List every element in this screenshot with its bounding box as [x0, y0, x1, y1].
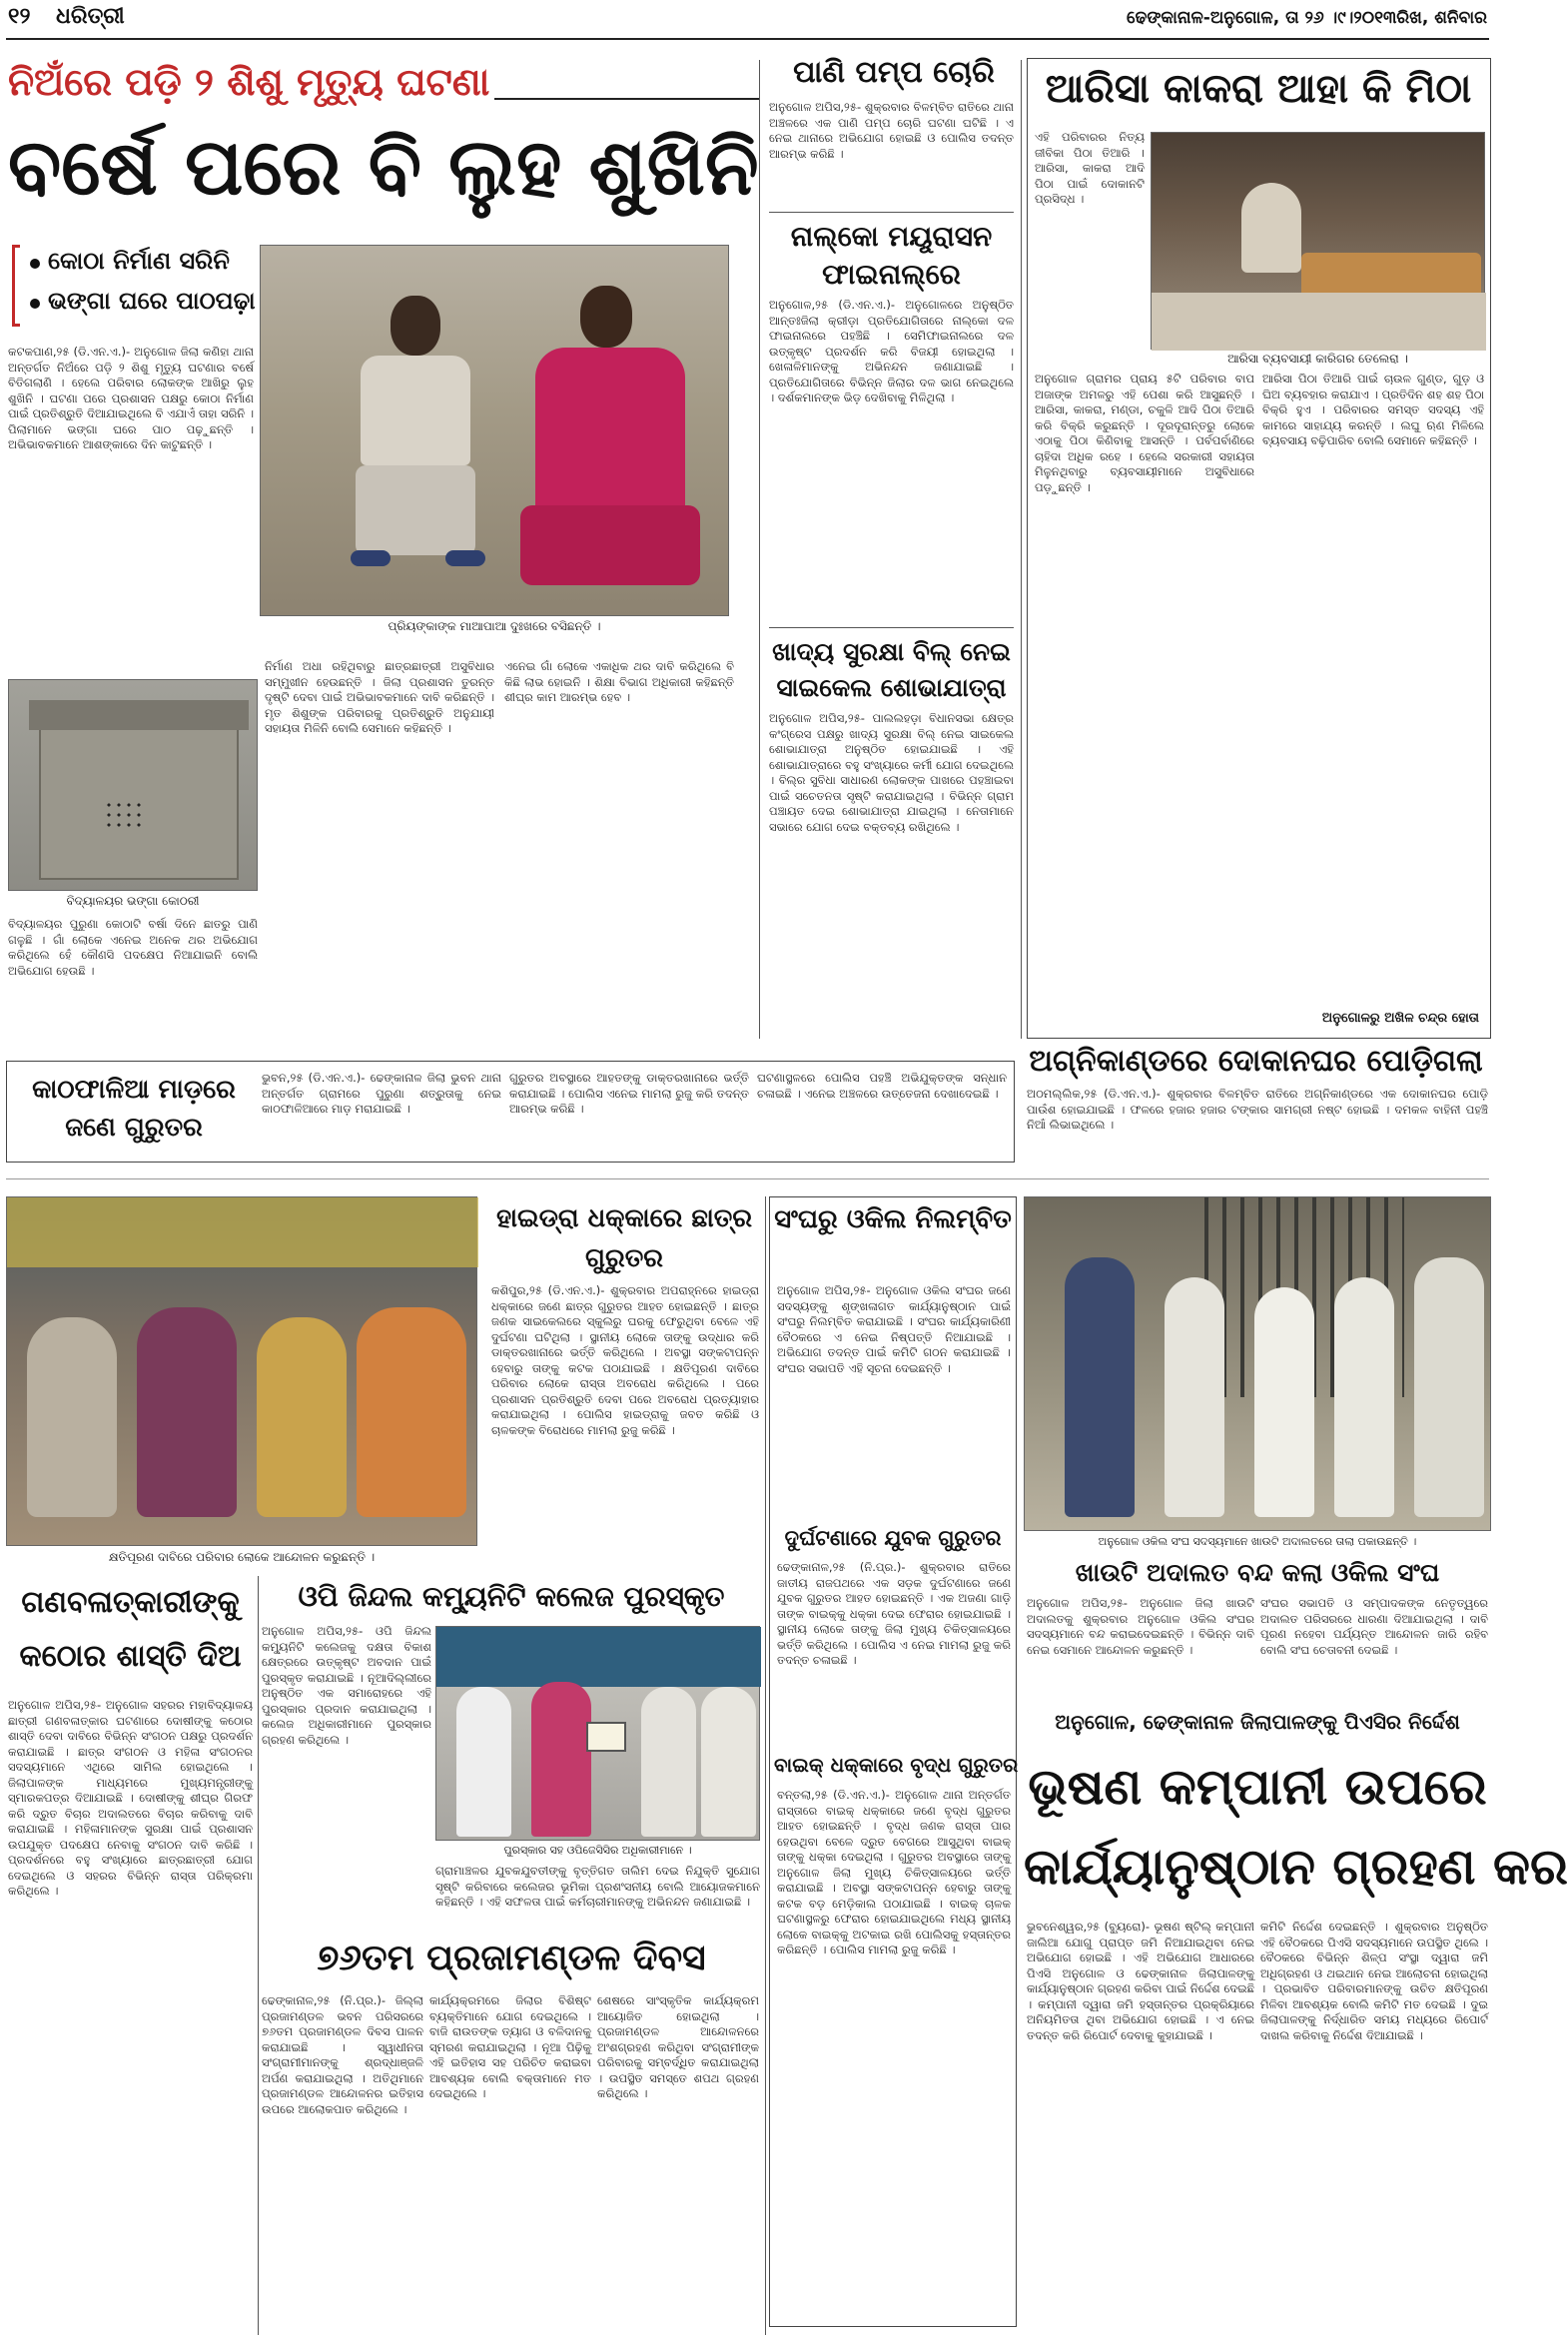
edition-date: ଢେଙ୍କାନାଳ-ଅନୁଗୋଳ, ତା ୨୬ ।୯।୨୦୧୩ରିଖ, ଶନିବାର [1127, 8, 1487, 28]
lead-kicker: ନିଅଁରେ ପଡ଼ି ୨ ଶିଶୁ ମୃତ୍ୟୁ ଘଟଣା [8, 60, 490, 104]
bike-headline: ବାଇକ୍ ଧକ୍କାରେ ବୃଦ୍ଧ ଗୁରୁତର [774, 1753, 1019, 1777]
col-rule-3 [765, 1196, 766, 2335]
durghatana-body: ଢେଙ୍କାନାଳ,୨୫ (ନି.ପ୍ର.)- ଶୁକ୍ରବାର ରାତିରେ ଜାତୀୟ ରାଜପଥରେ ଏକ ସଡ଼କ ଦୁର୍ଘଟଣାରେ ଜଣେ ଯୁବକ ଗୁରୁତର ଆହତ ହୋଇଛନ୍ତି । ଏକ ଅଜଣା ଗାଡ଼ି ତାଙ୍କ ବାଇକ୍‌କୁ ଧକ୍କା ଦେଇ ଫେରାର ହୋଇଯାଇଛି । ସ୍ଥାନୀୟ ଲୋକେ ତାଙ୍କୁ ଜିଲା ମୁଖ୍ୟ ଚିକିତ୍ସାଳୟରେ ଭର୍ତ୍ତି କରିଥିଲେ । ପୋଲିସ ଏ ନେଇ ମାମଲା ରୁଜୁ କରି ତଦନ୍ତ ଚଳାଇଛି । [777, 1560, 1011, 1667]
masthead-rule [6, 38, 1489, 40]
lead-bullet-box [12, 245, 256, 327]
school-photo [8, 679, 258, 891]
bullet-dot-1 [30, 259, 40, 269]
arisa-photo [1151, 132, 1485, 350]
bhushan-headline-1: ଭୂଷଣ କମ୍ପାନୀ ଉପରେ [1028, 1758, 1487, 1816]
school-roof [29, 700, 249, 730]
kathphali-body-b: ଗୁରୁତର ଅବସ୍ଥାରେ ଆହତଙ୍କୁ ଡାକ୍ତରଖାନାରେ ଭର୍ତ୍ତି କରାଯାଇଛି । ପୋଲିସ ଏନେଇ ମାମଲା ରୁଜୁ କରି ତଦନ୍ତ ଆରମ୍ଭ କରିଛି । [509, 1071, 749, 1116]
banner [436, 1627, 761, 1687]
pani-body: ଅନୁଗୋଳ ଅପିସ,୨୫- ଶୁକ୍ରବାର ବିଳମ୍ବିତ ରାତିରେ ଥାନା ଅଞ୍ଚଳରେ ଏକ ପାଣି ପମ୍ପ ଚୋରି ଘଟଣା ଘଟିଛି । ଏ ନେଇ ଥାନାରେ ଅଭିଯୋଗ ହୋଇଛି ଓ ପୋଲିସ ତଦନ୍ତ ଆରମ୍ଭ କରିଛି । [769, 100, 1014, 161]
bhushan-kicker: ଅନୁଗୋଳ, ଢେଙ୍କାନାଳ ଜିଲାପାଳଙ୍କୁ ପିଏସିର ନିର୍ଦ୍ଦେଶ [1055, 1710, 1460, 1734]
lawyer-5 [1414, 1257, 1484, 1517]
kicker-underline [494, 98, 759, 100]
hydra-headline: ହାଇଡ୍ରା ଧକ୍କାରେ ଛାତ୍ର ଗୁରୁତର [495, 1203, 753, 1273]
award-plaque [586, 1722, 626, 1752]
prajamandal-body-a: ଢେଙ୍କାନାଳ,୨୫ (ନି.ପ୍ର.)- ଜିଲ୍ଲା ପ୍ରଜାମଣ୍ଡଳ ଭବନ ପରିସରରେ ୭୬ତମ ପ୍ରଜାମଣ୍ଡଳ ଦିବସ ପାଳନ କରାଯାଇଛି । ସ୍ୱାଧୀନତା ସଂଗ୍ରାମୀମାନଙ୍କୁ ଶ୍ରଦ୍ଧାଞ୍ଜଳି ଅର୍ପଣ କରାଯାଇଥିଲା । ଅତିଥିମାନେ ପ୍ରଜାମଣ୍ଡଳ ଆନ୍ଦୋଳନର ଇତିହାସ ଉପରେ ଆଲୋକପାତ କରିଥିଲେ । [262, 1993, 423, 2116]
fire-headline: ଅଗ୍ନିକାଣ୍ଡରେ ଦୋକାନଘର ପୋଡ଼ିଗଲା [1029, 1044, 1483, 1079]
page-number: ୧୨ [8, 4, 31, 29]
lead-body-c: ନିର୍ମାଣ ଅଧା ରହିଥିବାରୁ ଛାତ୍ରଛାତ୍ରୀ ଅସୁବିଧାର ସମ୍ମୁଖୀନ ହେଉଛନ୍ତି । ଜିଲା ପ୍ରଶାସନ ତୁରନ୍ତ ଦୃଷ୍ଟି ଦେବା ପାଇଁ ଅଭିଭାବକମାନେ ଦାବି କରିଛନ୍ତି । ମୃତ ଶିଶୁଙ୍କ ପରିବାରକୁ ପ୍ରତିଶ୍ରୁତି ଅନୁଯାୟୀ ସହାୟତା ମିଳିନି ବୋଲି ସେମାନେ କହିଛନ୍ତି । [265, 659, 494, 735]
shop-counter [1152, 293, 1486, 351]
ganabalatkar-body: ଅନୁଗୋଳ ଅପିସ,୨୫- ଅନୁଗୋଳ ସହରର ମହାବିଦ୍ୟାଳୟ ଛାତ୍ରୀ ଗଣବଳାତ୍କାର ଘଟଣାରେ ଦୋଷୀଙ୍କୁ କଠୋର ଶାସ୍ତି ଦେବା ଦାବିରେ ବିଭିନ୍ନ ସଂଗଠନ ପକ୍ଷରୁ ପ୍ରଦର୍ଶନ କରାଯାଇଛି । ଛାତ୍ର ସଂଗଠନ ଓ ମହିଳା ସଂଗଠନର ସଦସ୍ୟମାନେ ଏଥିରେ ସାମିଲ ହୋଇଥିଲେ । ଜିଲାପାଳଙ୍କ ମାଧ୍ୟମରେ ମୁଖ୍ୟମନ୍ତ୍ରୀଙ୍କୁ ସ୍ମାରକପତ୍ର ଦିଆଯାଇଛି । ଦୋଷୀଙ୍କୁ ଶୀଘ୍ର ଗିରଫ କରି ଦ୍ରୁତ ବିଚାର ଅଦାଲତରେ ବିଚାର କରିବାକୁ ଦାବି କରାଯାଇଛି । ମହିଳାମାନଙ୍କ ସୁରକ୍ଷା ପାଇଁ ପ୍ରଶାସନ ଉପଯୁକ୍ତ ପଦକ୍ଷେପ ନେବାକୁ ସଂଗଠନ ଦାବି କରିଛି । ପ୍ରଦର୍ଶନରେ ବହୁ ସଂଖ୍ୟାରେ ଛାତ୍ରଛାତ୍ରୀ ଯୋଗ ଦେଇଥିଲେ ଓ ସହରର ବିଭିନ୍ନ ରାସ୍ତା ପରିକ୍ରମା କରିଥିଲେ । [8, 1698, 253, 1898]
parents-photo-caption: ପ୍ରିୟଙ୍କାଙ୍କ ମାଆପାଆ ଦୁଃଖରେ ବସିଛନ୍ତି । [388, 619, 601, 633]
vehicle [7, 1197, 478, 1267]
arisa-headline: ଆରିସା କାକରା ଆହା କି ମିଠା [1045, 66, 1472, 112]
sangha-body: ଅନୁଗୋଳ ଅପିସ,୨୫- ଅନୁଗୋଳ ଓକିଲ ସଂଘର ଜଣେ ସଦସ୍ୟଙ୍କୁ ଶୃଙ୍ଖଳାଗତ କାର୍ଯ୍ୟାନୁଷ୍ଠାନ ପାଇଁ ସଂଘରୁ ନିଲମ୍ବିତ କରାଯାଇଛି । ସଂଘର କାର୍ଯ୍ୟକାରିଣୀ ବୈଠକରେ ଏ ନେଇ ନିଷ୍ପତ୍ତି ନିଆଯାଇଛି । ଅଭିଯୋଗ ତଦନ୍ତ ପାଇଁ କମିଟି ଗଠନ କରାଯାଇଛି । ସଂଘର ସଭାପତି ଏହି ସୂଚନା ଦେଇଛନ୍ତି । [777, 1283, 1011, 1375]
khadya-headline: ଖାଦ୍ୟ ସୁରକ୍ଷା ବିଲ୍ ନେଇ ସାଇକେଲ ଶୋଭାଯାତ୍ରା [772, 637, 1011, 702]
jindal-caption: ପୁରସ୍କାର ସହ ଓପିଜେସିସିର ଅଧିକାରୀମାନେ । [503, 1844, 692, 1857]
bhushan-body-a: ଭୁବନେଶ୍ୱର,୨୫ (ବ୍ୟୁରୋ)- ଭୂଷଣ ଷ୍ଟିଲ୍ କମ୍ପାନୀ ଜାଲିଆ ଯୋଗୁ ପ୍ରାପ୍ତ ଜମି ନିଆଯାଇଥିବା ନେଇ ଅଭିଯୋଗ ହୋଇଛି । ଏହି ଅଭିଯୋଗ ଆଧାରରେ ପିଏସି ଅନୁଗୋଳ ଓ ଢେଙ୍କାନାଳ ଜିଲାପାଳଙ୍କୁ କାର୍ଯ୍ୟାନୁଷ୍ଠାନ ଗ୍ରହଣ କରିବା ପାଇଁ ନିର୍ଦ୍ଦେଶ ଦେଇଛି । କମ୍ପାନୀ ଦ୍ୱାରା ଜମି ହସ୍ତାନ୍ତର ପ୍ରକ୍ରିୟାରେ ଅନିୟମିତତା ଥିବା ଅଭିଯୋଗ ହୋଇଛି । ଏ ନେଇ ତଦନ୍ତ କରି ରିପୋର୍ଟ ଦେବାକୁ କୁହାଯାଇଛି । [1027, 1920, 1254, 2042]
prajamandal-body-c: ଶେଷରେ ସାଂସ୍କୃତିକ କାର୍ଯ୍ୟକ୍ରମ ଆୟୋଜିତ ହୋଇଥିଲା । ପ୍ରଜାମଣ୍ଡଳ ଆନ୍ଦୋଳନରେ ଅଂଶଗ୍ରହଣ କରିଥିବା ସଂଗ୍ରାମୀଙ୍କ ପରିବାରକୁ ସମ୍ବର୍ଦ୍ଧିତ କରାଯାଇଥିଲା । ଉପସ୍ଥିତ ସମସ୍ତେ ଶପଥ ଗ୍ରହଣ କରିଥିଲେ । [597, 1993, 759, 2100]
jindal-body-a: ଅନୁଗୋଳ ଅପିସ,୨୫- ଓପି ଜିନ୍ଦଲ କମ୍ୟୁନିଟି କଲେଜକୁ ଦକ୍ଷତା ବିକାଶ କ୍ଷେତ୍ରରେ ଉତ୍କୃଷ୍ଟ ଅବଦାନ ପାଇଁ ପୁରସ୍କୃତ କରାଯାଇଛି । ନୂଆଦିଲ୍ଲୀରେ ଅନୁଷ୍ଠିତ ଏକ ସମାରୋହରେ ଏହି ପୁରସ୍କାର ପ୍ରଦାନ କରାଯାଇଥିଲା । କଲେଜ ଅଧିକାରୀମାନେ ପୁରସ୍କାର ଗ୍ରହଣ କରିଥିଲେ । [262, 1624, 431, 1747]
protester-2 [137, 1307, 237, 1517]
jindal-photo [435, 1626, 760, 1841]
protester-1 [27, 1317, 117, 1517]
col-rule-2 [1021, 60, 1022, 1039]
kathphali-body-c: ଘଟଣାସ୍ଥଳରେ ପୋଲିସ ପହଞ୍ଚି ଅଭିଯୁକ୍ତଙ୍କ ସନ୍ଧାନ ଚଳାଇଛି । ଏନେଇ ଅଞ୍ଚଳରେ ଉତ୍ତେଜନା ଦେଖାଦେଇଛି । [757, 1071, 1007, 1101]
protester-4 [357, 1307, 466, 1517]
award-person-4 [701, 1687, 756, 1837]
jindal-headline: ଓପି ଜିନ୍ଦଲ କମ୍ୟୁନିଟି କଲେଜ ପୁରସ୍କୃତ [298, 1580, 725, 1613]
fire-body: ଅଠମଲ୍ଲିକ,୨୫ (ଡି.ଏନ.ଏ.)- ଶୁକ୍ରବାର ବିଳମ୍ବିତ ରାତିରେ ଅଗ୍ନିକାଣ୍ଡରେ ଏକ ଦୋକାନଘର ପୋଡ଼ି ପାଉଁଶ ହୋଇଯାଇଛି । ଫଳରେ ହଜାର ହଜାର ଟଙ୍କାର ସାମଗ୍ରୀ ନଷ୍ଟ ହୋଇଛି । ଦମକଳ ବାହିନୀ ପହଞ୍ଚି ନିଆଁ ଲିଭାଇଥିଲେ । [1027, 1087, 1488, 1132]
bracket-left [12, 245, 20, 327]
kathphali-headline: କାଠଫାଳିଆ ମାଡ଼ରେ ଜଣେ ଗୁରୁତର [32, 1075, 236, 1143]
school-photo-caption: ବିଦ୍ୟାଳୟର ଭଙ୍ଗା କୋଠରୀ [66, 894, 200, 908]
lawyer-3 [1254, 1287, 1314, 1517]
protest-photo [6, 1196, 477, 1546]
rule-pani [769, 212, 1014, 213]
woman-figure [520, 286, 700, 605]
lead-bullet-2: ଭଙ୍ଗା ଘରେ ପାଠପଢ଼ା [48, 287, 256, 315]
kathphali-body-a: ଭୁବନ,୨୫ (ଡି.ଏନ.ଏ.)- ଢେଙ୍କାନାଳ ଜିଲା ଭୁବନ ଥାନା ଅନ୍ତର୍ଗତ ଗ୍ରାମରେ ପୁରୁଣା ଶତ୍ରୁତାକୁ ନେଇ କାଠଫାଳିଆରେ ମାଡ଼ ମରାଯାଇଛି । [262, 1071, 501, 1116]
bike-body: ବନ୍ତଲା,୨୫ (ଡି.ଏନ.ଏ.)- ଅନୁଗୋଳ ଥାନା ଅନ୍ତର୍ଗତ ରାସ୍ତାରେ ବାଇକ୍ ଧକ୍କାରେ ଜଣେ ବୃଦ୍ଧ ଗୁରୁତର ଆହତ ହୋଇଛନ୍ତି । ବୃଦ୍ଧ ଜଣକ ରାସ୍ତା ପାର ହେଉଥିବା ବେଳେ ଦ୍ରୁତ ବେଗରେ ଆସୁଥିବା ବାଇକ୍ ତାଙ୍କୁ ଧକ୍କା ଦେଇଥିଲା । ଗୁରୁତର ଅବସ୍ଥାରେ ତାଙ୍କୁ ଅନୁଗୋଳ ଜିଲା ମୁଖ୍ୟ ଚିକିତ୍ସାଳୟରେ ଭର୍ତ୍ତି କରାଯାଇଛି । ଅବସ୍ଥା ସଙ୍କଟାପନ୍ନ ହେବାରୁ ତାଙ୍କୁ କଟକ ବଡ଼ ମେଡ଼ିକାଲ ପଠାଯାଇଛି । ବାଇକ୍ ଚାଳକ ଘଟଣାସ୍ଥଳରୁ ଫେରାର ହୋଇଯାଇଥିଲେ ମଧ୍ୟ ସ୍ଥାନୀୟ ଲୋକେ ବାଇକ୍‌କୁ ଅଟକାଇ ରଖି ପୋଲିସକୁ ହସ୍ତାନ୍ତର କରିଛନ୍ତି । ପୋଲିସ ମାମଲା ରୁଜୁ କରିଛି । [777, 1788, 1011, 1956]
award-person-1 [456, 1687, 511, 1837]
rule-nalco [769, 627, 1014, 628]
arisa-caption: ଆରିସା ବ୍ୟବସାୟୀ କାରିଗର ତେଲେରା । [1227, 352, 1408, 366]
arisa-intro: ଏହି ପରିବାରର ନିତ୍ୟ ଜୀବିକା ପିଠା ତିଆରି । ଆରିସା, କାକରା ଆଦି ପିଠା ପାଇଁ ଦୋକାନଟି ପ୍ରସିଦ୍ଧ । [1035, 130, 1145, 206]
parents-photo [260, 245, 729, 616]
lead-headline: ବର୍ଷେ ପରେ ବି ଲୁହ ଶୁଖିନି [8, 123, 759, 213]
arisa-byline: ଅନୁଗୋଳରୁ ଅଖିଳ ଚନ୍ଦ୍ର ହୋତା [1321, 1011, 1479, 1026]
bullet-dot-2 [30, 299, 40, 309]
bhushan-body-b: କମିଟି ନିର୍ଦ୍ଦେଶ ଦେଇଛନ୍ତି । ଶୁକ୍ରବାର ଅନୁଷ୍ଠିତ ଏହି ବୈଠକରେ ପିଏସି ସଦସ୍ୟମାନେ ଉପସ୍ଥିତ ଥିଲେ । ବୈଠକରେ ବିଭିନ୍ନ ଶିଳ୍ପ ସଂସ୍ଥା ଦ୍ୱାରା ଜମି ଅଧିଗ୍ରହଣ ଓ ଥଇଥାନ ନେଇ ଆଲୋଚନା ହୋଇଥିଲା । ପ୍ରଭାବିତ ପରିବାରମାନଙ୍କୁ ଉଚିତ କ୍ଷତିପୂରଣ ମିଳିବା ଆବଶ୍ୟକ ବୋଲି କମିଟି ମତ ଦେଇଛି । ଦୁଇ ଜିଲାପାଳଙ୍କୁ ନିର୍ଦ୍ଧାରିତ ସମୟ ମଧ୍ୟରେ ରିପୋର୍ଟ ଦାଖଲ କରିବାକୁ ନିର୍ଦ୍ଦେଶ ଦିଆଯାଇଛି । [1260, 1920, 1488, 2042]
pani-headline: ପାଣି ପମ୍ପ ଚୋରି [793, 55, 995, 90]
lawyers-body-a: ଅନୁଗୋଳ ଅପିସ,୨୫- ଅନୁଗୋଳ ଜିଲା ଖାଉଟି ଅଦାଲତକୁ ଶୁକ୍ରବାର ଅନୁଗୋଳ ଓକିଲ ସଂଘର ସଦସ୍ୟମାନେ ବନ୍ଦ କରାଇଦେଇଛନ୍ତି । ବିଭିନ୍ନ ଦାବି ନେଇ ସେମାନେ ଆନ୍ଦୋଳନ କରୁଛନ୍ତି । [1027, 1596, 1254, 1657]
hydra-body: କଶିପୁର,୨୫ (ଡି.ଏନ.ଏ.)- ଶୁକ୍ରବାର ଅପରାହ୍ନରେ ହାଇଡ୍ରା ଧକ୍କାରେ ଜଣେ ଛାତ୍ର ଗୁରୁତର ଆହତ ହୋଇଛନ୍ତି । ଛାତ୍ର ଜଣକ ସାଇକେଲରେ ସ୍କୁଲରୁ ଘରକୁ ଫେରୁଥିବା ବେଳେ ଏହି ଦୁର୍ଘଟଣା ଘଟିଥିଲା । ସ୍ଥାନୀୟ ଲୋକେ ତାଙ୍କୁ ଉଦ୍ଧାର କରି ଡାକ୍ତରଖାନାରେ ଭର୍ତ୍ତି କରିଥିଲେ । ଅବସ୍ଥା ସଙ୍କଟାପନ୍ନ ହେବାରୁ ତାଙ୍କୁ କଟକ ପଠାଯାଇଛି । କ୍ଷତିପୂରଣ ଦାବିରେ ପରିବାର ଲୋକେ ରାସ୍ତା ଅବରୋଧ କରିଥିଲେ । ପରେ ପ୍ରଶାସନ ପ୍ରତିଶ୍ରୁତି ଦେବା ପରେ ଅବରୋଧ ପ୍ରତ୍ୟାହାର କରାଯାଇଥିଲା । ପୋଲିସ ହାଇଡ୍ରାକୁ ଜବତ କରିଛି ଓ ଚାଳକଙ୍କ ବିରୋଧରେ ମାମଲା ରୁଜୁ କରିଛି । [491, 1283, 759, 1437]
lawyers-photo [1024, 1196, 1491, 1531]
bhushan-headline-2: କାର୍ଯ୍ୟାନୁଷ୍ଠାନ ଗ୍ରହଣ କର [1024, 1838, 1568, 1896]
wall-holes [104, 800, 144, 830]
prajamandal-body-b: କାର୍ଯ୍ୟକ୍ରମରେ ଜିଲାର ବିଶିଷ୍ଟ ବ୍ୟକ୍ତିମାନେ ଯୋଗ ଦେଇଥିଲେ । ବାଜି ରାଉତଙ୍କ ତ୍ୟାଗ ଓ ବଳିଦାନକୁ ସ୍ମରଣ କରାଯାଇଥିଲା । ନୂଆ ପିଢ଼ିକୁ ଏହି ଇତିହାସ ସହ ପରିଚିତ କରାଇବା ଆବଶ୍ୟକ ବୋଲି ବକ୍ତାମାନେ ମତ ଦେଇଥିଲେ । [429, 1993, 591, 2100]
nalco-headline-1: ନାଲ୍‌କୋ ମୟୂରାସନ ଫାଇନାଲ୍‌ରେ [790, 220, 993, 291]
lead-body-b: ବିଦ୍ୟାଳୟର ପୁରୁଣା କୋଠାଟି ବର୍ଷା ଦିନେ ଛାତରୁ ପାଣି ଗଳୁଛି । ଗାଁ ଲୋକେ ଏନେଇ ଅନେକ ଥର ଅଭିଯୋଗ କରିଥିଲେ ହେଁ କୌଣସି ପଦକ୍ଷେପ ନିଆଯାଇନି ବୋଲି ଅଭିଯୋଗ ହେଉଛି । [8, 917, 258, 978]
award-person-3 [641, 1687, 696, 1837]
paper-name: ଧରିତ୍ରୀ [56, 4, 125, 29]
jindal-body-b: ଗ୍ରାମାଞ୍ଚଳର ଯୁବକଯୁବତୀଙ୍କୁ ବୃତ୍ତିଗତ ତାଲିମ ଦେଇ ନିଯୁକ୍ତି ସୁଯୋଗ ସୃଷ୍ଟି କରିବାରେ କଲେଜର ଭୂମିକା ପ୍ରଶଂସନୀୟ ବୋଲି ଆୟୋଜକମାନେ କହିଛନ୍ତି । ଏହି ସଫଳତା ପାଇଁ କର୍ମଚାରୀମାନଙ୍କୁ ଅଭିନନ୍ଦନ ଜଣାଯାଇଛି । [435, 1864, 760, 1909]
lead-body-d: ଏନେଇ ଗାଁ ଲୋକେ ଏକାଧିକ ଥର ଦାବି କରିଥିଲେ ବି କିଛି ଲାଭ ହୋଇନି । ଶିକ୍ଷା ବିଭାଗ ଅଧିକାରୀ କହିଛନ୍ତି ଶୀଘ୍ର କାମ ଆରମ୍ଭ ହେବ । [504, 659, 734, 704]
award-person-2 [531, 1682, 591, 1837]
col-rule-1 [759, 60, 760, 1039]
col-rule-4 [258, 1576, 259, 2335]
prajamandal-headline: ୭୬ତମ ପ୍ରଜାମଣ୍ଡଳ ଦିବସ [317, 1938, 706, 1978]
protest-caption: କ୍ଷତିପୂରଣ ଦାବିରେ ପରିବାର ଲୋକେ ଆନ୍ଦୋଳନ କରୁଛନ୍ତି । [108, 1550, 376, 1564]
lead-body-a: କଟକପାଣ,୨୫ (ଡି.ଏନ.ଏ.)- ଅନୁଗୋଳ ଜିଲା କଣିହା ଥାନା ଅନ୍ତର୍ଗତ ନିଅଁରେ ପଡ଼ି ୨ ଶିଶୁ ମୃତ୍ୟୁ ଘଟଣାର ବର୍ଷେ ବିତିଗଲାଣି । ହେଲେ ପରିବାର ଲୋକଙ୍କ ଆଖିରୁ ଲୁହ ଶୁଖିନି । ଘଟଣା ପରେ ପ୍ରଶାସନ ପକ୍ଷରୁ କୋଠା ନିର୍ମାଣ ପାଇଁ ପ୍ରତିଶ୍ରୁତି ଦିଆଯାଇଥିଲେ ବି ଏଯାଏଁ ତାହା ସରିନି । ପିଲାମାନେ ଭଙ୍ଗା ଘରେ ପାଠ ପଢ଼ୁଛନ୍ତି । ଅଭିଭାବକମାନେ ଆଶଙ୍କାରେ ଦିନ କାଟୁଛନ୍ତି । [8, 345, 254, 451]
lead-bullet-1: କୋଠା ନିର୍ମାଣ ସରିନି [48, 247, 230, 275]
man-figure [351, 296, 490, 595]
lawyers-caption: ଅନୁଗୋଳ ଓକିଲ ସଂଘ ସଦସ୍ୟମାନେ ଖାଉଟି ଅଦାଲତରେ ତାଲା ପକାଉଛନ୍ତି । [1098, 1535, 1417, 1548]
sangha-headline: ସଂଘରୁ ଓକିଲ ନିଲମ୍ବିତ [774, 1204, 1012, 1234]
nalco-body: ଅନୁଗୋଳ,୨୫ (ଡି.ଏନ.ଏ.)- ଅନୁଗୋଳରେ ଅନୁଷ୍ଠିତ ଆନ୍ତଃଜିଲା କ୍ରୀଡ଼ା ପ୍ରତିଯୋଗିତାରେ ନାଲ୍‌କୋ ଦଳ ଫାଇନାଲରେ ପହଞ୍ଚିଛି । ସେମିଫାଇନାଲରେ ଦଳ ଉତ୍କୃଷ୍ଟ ପ୍ରଦର୍ଶନ କରି ବିଜୟୀ ହୋଇଥିଲା । ଖେଳାଳିମାନଙ୍କୁ ଅଭିନନ୍ଦନ ଜଣାଯାଇଛି । ପ୍ରତିଯୋଗିତାରେ ବିଭିନ୍ନ ଜିଲାର ଦଳ ଭାଗ ନେଇଥିଲେ । ଦର୍ଶକମାନଙ୍କ ଭିଡ଼ ଦେଖିବାକୁ ମିଳିଥିଲା । [769, 298, 1014, 404]
lawyers-body-b: ସଂଘର ସଭାପତି ଓ ସମ୍ପାଦକଙ୍କ ନେତୃତ୍ୱରେ ଅଦାଲତ ପରିସରରେ ଧାରଣା ଦିଆଯାଇଥିଲା । ଦାବି ପୂରଣ ନହେବା ପର୍ଯ୍ୟନ୍ତ ଆନ୍ଦୋଳନ ଜାରି ରହିବ ବୋଲି ସଂଘ ଚେତାବନୀ ଦେଇଛି । [1260, 1596, 1488, 1657]
lawyer-2 [1165, 1277, 1224, 1517]
lawyers-headline: ଖାଉଟି ଅଦାଲତ ବନ୍ଦ କଲା ଓକିଲ ସଂଘ [1075, 1558, 1440, 1587]
ganabalatkar-headline: ଗଣବଳାତ୍କାରୀଙ୍କୁ କଠୋର ଶାସ୍ତି ଦିଅ [19, 1585, 242, 1674]
arisa-body-b: ଆରିସା ପିଠା ତିଆରି ପାଇଁ ଚାଉଳ ଗୁଣ୍ଡ, ଗୁଡ଼ ଓ ଘିଅ ବ୍ୟବହାର କରାଯାଏ । ପ୍ରତିଦିନ ଶହ ଶହ ପିଠା ବିକ୍ରି ହୁଏ । ପରିବାରର ସମସ୍ତ ସଦସ୍ୟ ଏହି କାମରେ ସାହାଯ୍ୟ କରନ୍ତି । ଲଘୁ ଋଣ ମିଳିଲେ ବ୍ୟବସାୟ ବଢ଼ିପାରିବ ବୋଲି ସେମାନେ କହିଛନ୍ତି । [1262, 372, 1484, 447]
khadya-body: ଅନୁଗୋଳ ଅପିସ,୨୫- ପାଲଲହଡ଼ା ବିଧାନସଭା କ୍ଷେତ୍ର କଂଗ୍ରେସ ପକ୍ଷରୁ ଖାଦ୍ୟ ସୁରକ୍ଷା ବିଲ୍ ନେଇ ସାଇକେଲ ଶୋଭାଯାତ୍ରା ଅନୁଷ୍ଠିତ ହୋଇଯାଇଛି । ଏହି ଶୋଭାଯାତ୍ରାରେ ବହୁ ସଂଖ୍ୟାରେ କର୍ମୀ ଯୋଗ ଦେଇଥିଲେ । ବିଲ୍‌ର ସୁବିଧା ସାଧାରଣ ଲୋକଙ୍କ ପାଖରେ ପହଞ୍ଚାଇବା ପାଇଁ ସଚେତନତା ସୃଷ୍ଟି କରାଯାଇଥିଲା । ବିଭିନ୍ନ ଗ୍ରାମ ପଞ୍ଚାୟତ ଦେଇ ଶୋଭାଯାତ୍ରା ଯାଇଥିଲା । ନେତାମାନେ ସଭାରେ ଯୋଗ ଦେଇ ବକ୍ତବ୍ୟ ରଖିଥିଲେ । [769, 711, 1014, 834]
protester-3 [257, 1317, 347, 1517]
lawyer-1 [1065, 1257, 1135, 1517]
arisa-body-a: ଅନୁଗୋଳ ଗ୍ରାମର ପ୍ରାୟ ୫ଟି ପରିବାର ବାପ ଅଜାଙ୍କ ଅମଳରୁ ଏହି ପେଶା କରି ଆସୁଛନ୍ତି । ଆରିସା, କାକରା, ମଣ୍ଡା, ଚକୁଳି ଆଦି ପିଠା ତିଆରି କରି ବିକ୍ରି କରୁଛନ୍ତି । ଦୂରଦୂରାନ୍ତରୁ ଲୋକେ ଏଠାକୁ ପିଠା କିଣିବାକୁ ଆସନ୍ତି । ପର୍ବପର୍ବାଣିରେ ଚାହିଦା ଅଧିକ ରହେ । ହେଲେ ସରକାରୀ ସହାୟତା ମିଳୁନଥିବାରୁ ବ୍ୟବସାୟୀମାନେ ଅସୁବିଧାରେ ପଡ଼ୁଛନ୍ତି । [1035, 372, 1254, 494]
lawyer-4 [1334, 1277, 1394, 1517]
vendor-figure [1241, 183, 1301, 273]
durghatana-headline: ଦୁର୍ଘଟଣାରେ ଯୁବକ ଗୁରୁତର [784, 1526, 1002, 1550]
mid-rule [6, 1178, 1489, 1179]
